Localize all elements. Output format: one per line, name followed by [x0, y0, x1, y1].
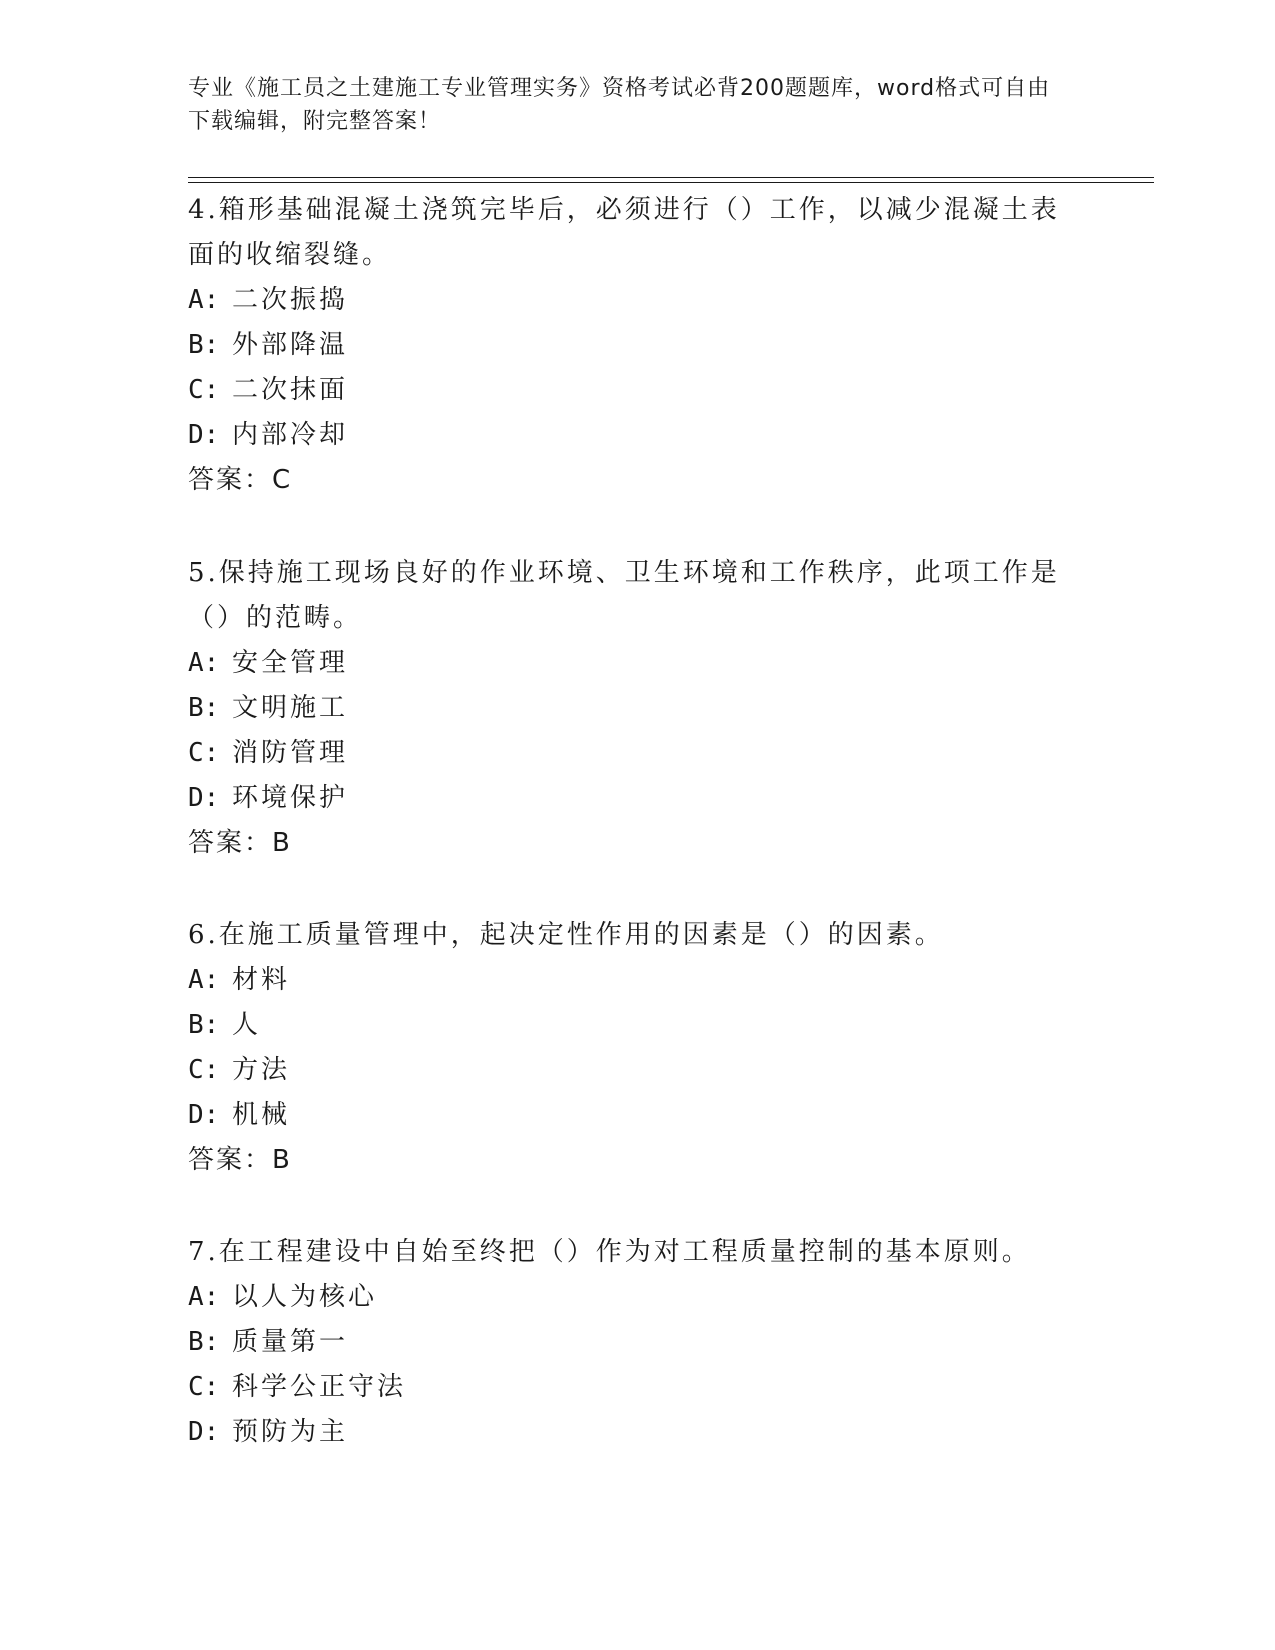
header-divider-top: [188, 177, 1154, 178]
option-key: A:: [188, 1282, 220, 1312]
document-header: 专业《施工员之土建施工专业管理实务》资格考试必背200题题库，word格式可自由下载编辑，附完整答案！: [188, 76, 1051, 134]
question-7: [188, 1230, 1068, 1455]
option-key: B:: [188, 1010, 220, 1040]
option-b: [188, 1003, 1068, 1048]
question-5: [188, 551, 1068, 866]
option-c: [188, 1365, 1068, 1410]
option-a: [188, 641, 1068, 686]
option-a: [188, 1275, 1068, 1320]
option-text: 环境保护: [232, 783, 349, 813]
option-text: 材料: [232, 965, 291, 995]
option-text: 二次振捣: [232, 285, 349, 315]
option-text: 以人为核心: [232, 1282, 378, 1312]
option-key: C:: [188, 1372, 220, 1402]
option-key: A:: [188, 285, 220, 315]
option-key: B:: [188, 1327, 220, 1357]
question-6: [188, 913, 1068, 1183]
option-text: 安全管理: [232, 648, 349, 678]
option-d: [188, 413, 1068, 458]
option-key: D:: [188, 783, 220, 813]
answer-line: 答案：B: [188, 1145, 292, 1175]
option-text: 质量第一: [232, 1327, 349, 1357]
option-key: D:: [188, 420, 220, 450]
option-b: [188, 323, 1068, 368]
option-key: A:: [188, 648, 220, 678]
option-c: [188, 1048, 1068, 1093]
option-text: 消防管理: [232, 738, 349, 768]
answer-line: 答案：C: [188, 465, 293, 495]
header-divider-bottom: [188, 182, 1154, 183]
option-key: A:: [188, 965, 220, 995]
option-d: [188, 776, 1068, 821]
option-text: 外部降温: [232, 330, 349, 360]
option-key: C:: [188, 1055, 220, 1085]
option-text: 人: [232, 1010, 262, 1040]
option-text: 文明施工: [232, 693, 349, 723]
option-text: 内部冷却: [232, 420, 349, 450]
option-d: [188, 1410, 1068, 1455]
option-a: [188, 958, 1068, 1003]
option-text: 二次抹面: [232, 375, 349, 405]
option-b: [188, 1320, 1068, 1365]
question-stem: 6.在施工质量管理中，起决定性作用的因素是（）的因素。: [188, 920, 944, 950]
option-c: [188, 368, 1068, 413]
option-key: C:: [188, 375, 220, 405]
option-b: [188, 686, 1068, 731]
option-key: D:: [188, 1417, 220, 1447]
option-d: [188, 1093, 1068, 1138]
option-text: 科学公正守法: [232, 1372, 407, 1402]
answer-line: 答案：B: [188, 828, 292, 858]
option-text: 预防为主: [232, 1417, 349, 1447]
option-key: C:: [188, 738, 220, 768]
option-key: B:: [188, 693, 220, 723]
option-key: B:: [188, 330, 220, 360]
option-a: [188, 278, 1068, 323]
question-stem: 4.箱形基础混凝土浇筑完毕后，必须进行（）工作，以减少混凝土表面的收缩裂缝。: [188, 195, 1060, 270]
option-text: 机械: [232, 1100, 291, 1130]
question-stem: 5.保持施工现场良好的作业环境、卫生环境和工作秩序，此项工作是（）的范畴。: [188, 558, 1060, 633]
option-c: [188, 731, 1068, 776]
question-4: [188, 188, 1068, 503]
option-key: D:: [188, 1100, 220, 1130]
option-text: 方法: [232, 1055, 291, 1085]
question-stem: 7.在工程建设中自始至终把（）作为对工程质量控制的基本原则。: [188, 1237, 1031, 1267]
